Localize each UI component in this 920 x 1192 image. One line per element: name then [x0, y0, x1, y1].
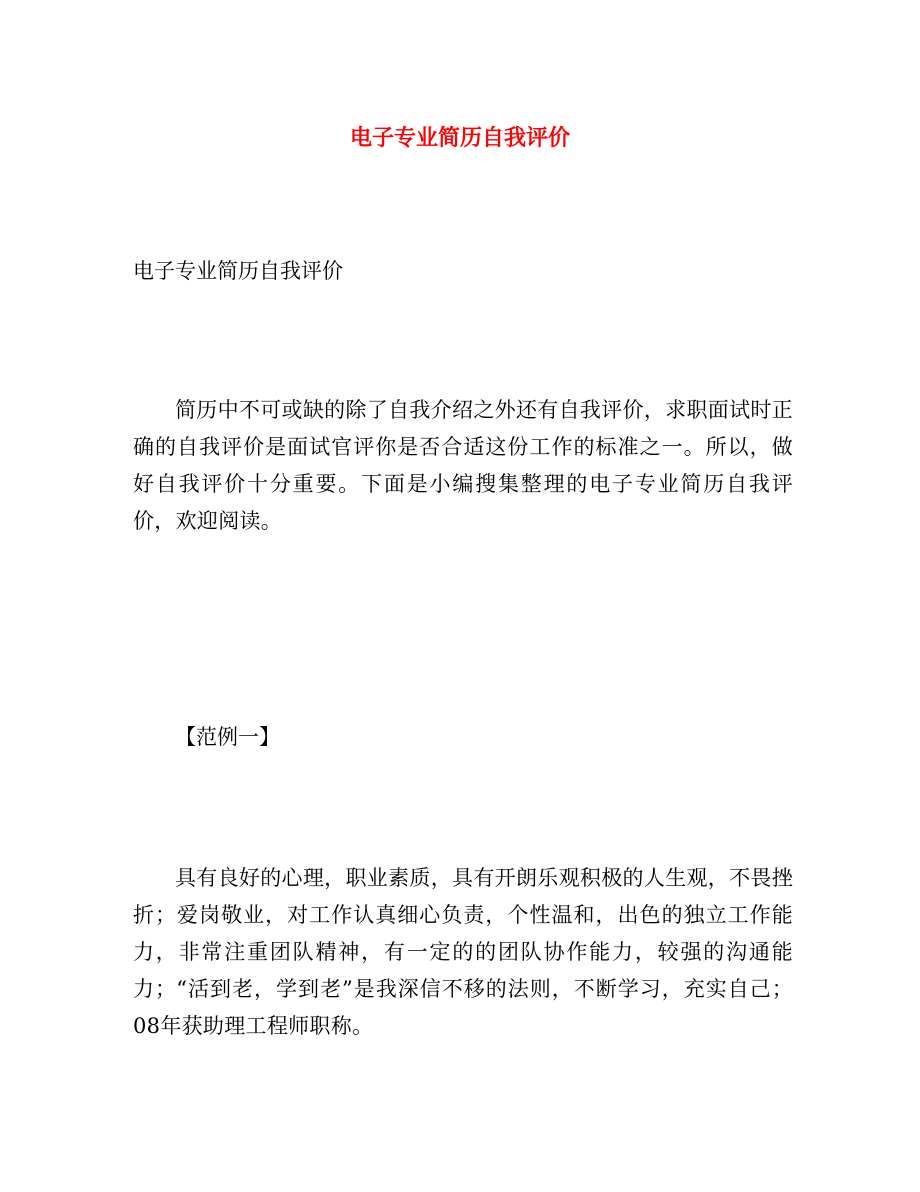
intro-paragraph: 简历中不可或缺的除了自我介绍之外还有自我评价，求职面试时正确的自我评价是面试官评你是否合适这份工作的标准之一。所以，做好自我评价十分重要。下面是小编搜集整理的电子专业简历自我评价，欢迎阅读。 — [133, 398, 793, 533]
document-title: 电子专业简历自我评价 — [349, 125, 570, 151]
example-heading: 【范例一】 — [175, 725, 280, 749]
document-subtitle: 电子专业简历自我评价 — [133, 259, 343, 283]
example-paragraph: 具有良好的心理，职业素质，具有开朗乐观积极的人生观，不畏挫折；爱岗敬业，对工作认真细心负责，个性温和，出色的独立工作能力，非常注重团队精神，有一定的的团队协作能力，较强的沟通能力；“活到老，学到老”是我深信不移的法则，不断学习，充实自己； 08年获助理工程师职称。 — [133, 866, 793, 1038]
